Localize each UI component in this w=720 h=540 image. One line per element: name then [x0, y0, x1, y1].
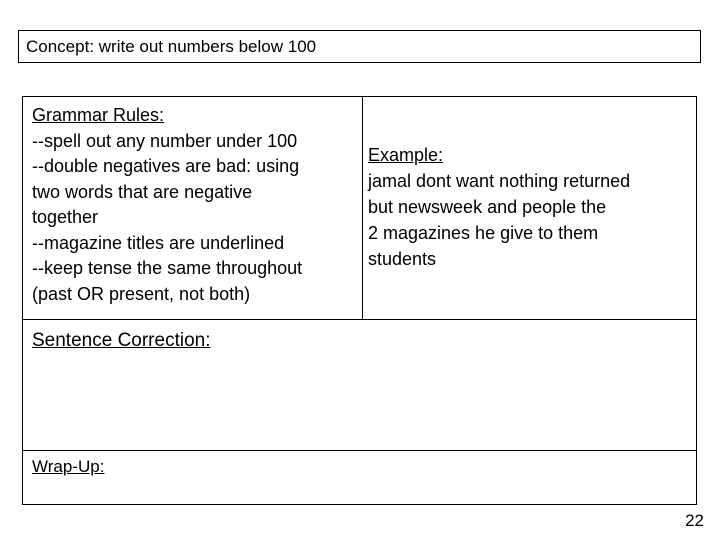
example-title: Example: — [368, 145, 444, 165]
page-number: 22 — [685, 511, 704, 530]
divider — [23, 450, 696, 451]
example-line: jamal dont want nothing returned — [368, 171, 631, 191]
grammar-rule-line: --double negatives are bad: using — [32, 156, 300, 176]
grammar-rule-line: --keep tense the same throughout — [32, 258, 303, 278]
example-line: but newsweek and people the — [368, 197, 607, 217]
grammar-rule-line: together — [32, 207, 99, 227]
grammar-rule-line: two words that are negative — [32, 181, 253, 202]
example-cell — [368, 142, 698, 272]
example-line: students — [368, 249, 437, 269]
worksheet-grid — [22, 96, 697, 505]
example-line: 2 magazines he give to them — [368, 223, 599, 243]
grammar-rule-line: --spell out any number under 100 — [32, 130, 298, 151]
sentence-correction-label: Sentence Correction: — [32, 330, 211, 351]
concept-box — [18, 30, 701, 63]
divider — [23, 319, 696, 320]
grammar-rules-title: Grammar Rules: — [32, 105, 165, 125]
grammar-rule-line: --magazine titles are underlined — [32, 232, 285, 253]
grammar-rule-line: (past OR present, not both) — [32, 283, 251, 304]
wrap-up-label: Wrap-Up: — [32, 457, 105, 476]
concept-text: Concept: write out numbers below 100 — [26, 37, 317, 56]
grammar-rules-cell — [23, 97, 363, 319]
